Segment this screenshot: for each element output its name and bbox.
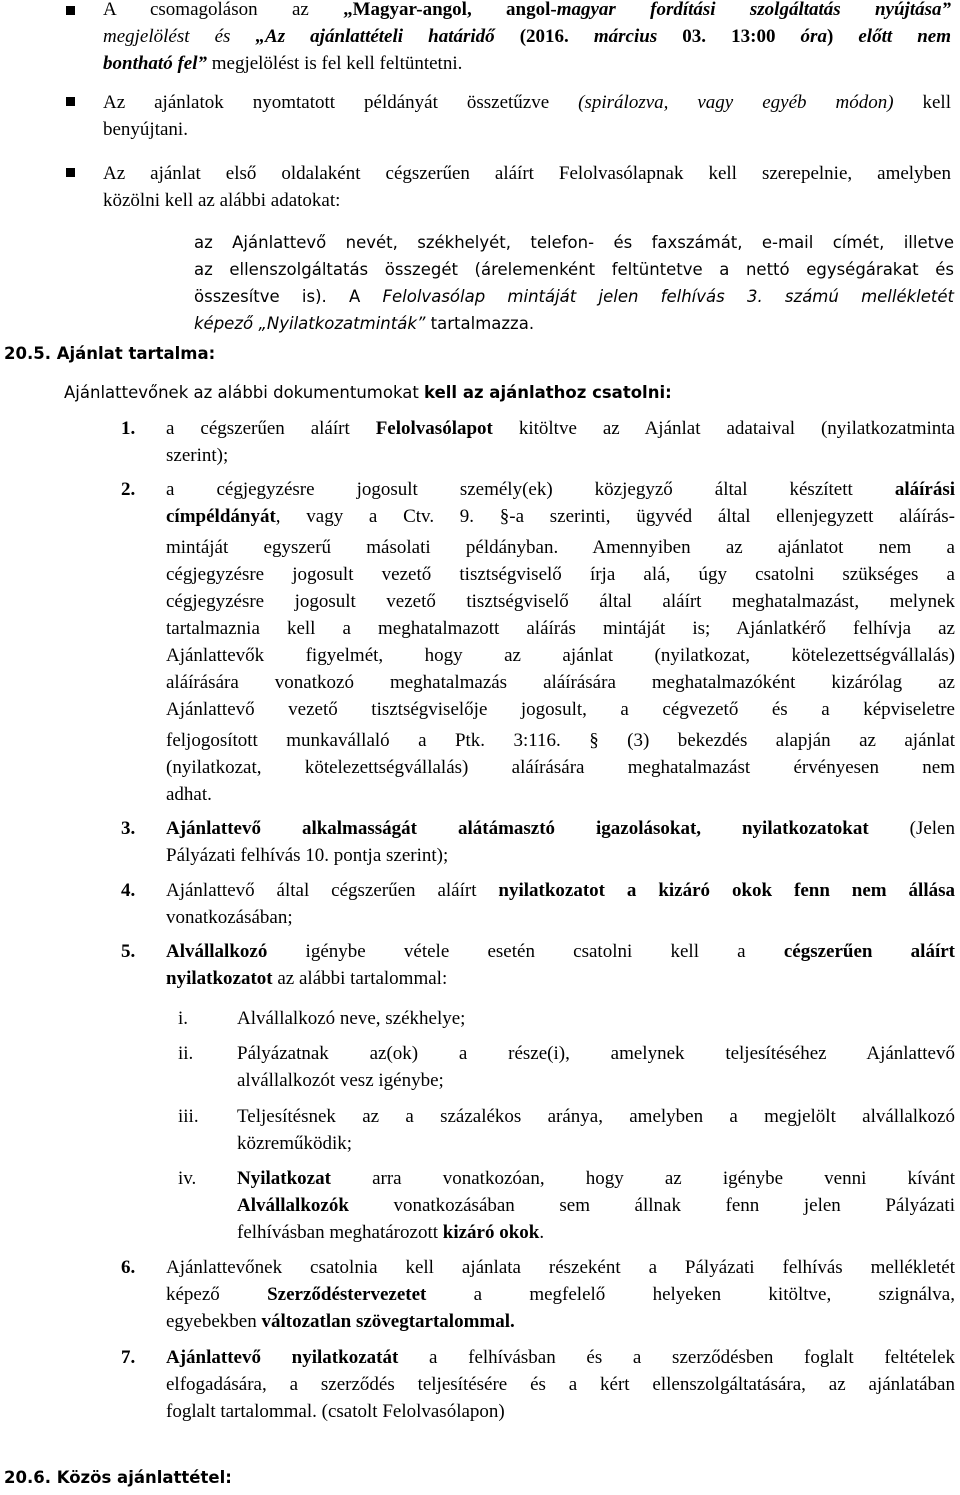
text-run: Ajánlattevőnek az alábbi dokumentumokat <box>64 383 425 402</box>
text-run: Szerződéstervezetet <box>267 1284 427 1305</box>
item-number: 1. <box>121 418 136 439</box>
text-run: megjelölést és <box>103 26 256 47</box>
item-number: 3. <box>121 818 136 839</box>
sub-item-2-line-1: Pályázatnak az(ok) a része(i), amelynek teljesítéséhez Ajánlattevő <box>237 1043 955 1064</box>
text-run: kitöltve az Ajánlat adataival (nyilatkozatminta <box>492 418 955 439</box>
item-2-line-3: mintáját egyszerű másolati példányban. Amennyiben az ajánlatot nem a <box>166 537 955 558</box>
section-heading-20-5: 20.5. Ajánlat tartalma: <box>4 344 216 363</box>
text-run: változatlan szövegtartalommal. <box>261 1311 515 1332</box>
text-run: megjelölést is fel kell feltüntetni. <box>206 53 463 74</box>
text-run: kell az ajánlathoz csatolni: <box>424 383 672 402</box>
text-run: (2016. <box>494 26 594 47</box>
text-run: cégszerűen aláírt <box>783 941 956 962</box>
item-2-line-8: aláírására vonatkozó meghatalmazás aláírására meghatalmazóként kizárólag az <box>166 672 955 693</box>
sub-item-3-line-2: közreműködik; <box>237 1133 353 1154</box>
sub-item-4-line-3 <box>237 1220 955 1247</box>
text-run: igénybe vétele esetén csatolni kell a <box>267 941 784 962</box>
text-run: Felolvasólapot <box>375 418 493 439</box>
bullet-2-line-2 <box>103 117 951 144</box>
item-2-line-4: cégjegyzésre jogosult vezető tisztségviselő írja alá, úgy csatolni szükséges a <box>166 564 955 585</box>
item-1-line-2: szerint); <box>166 445 229 466</box>
text-run: , vagy a Ctv. 9. §-a szerinti, ügyvéd által ellenjegyzett aláírás- <box>275 506 955 527</box>
text-run: Nyilatkozat <box>237 1168 331 1189</box>
text-run: „Az ajánlattételi határidő <box>255 26 495 47</box>
item-number: 2. <box>121 479 136 500</box>
text-run: a megfelelő helyeken kitöltve, szignálva, <box>426 1284 955 1305</box>
indented-line-3: összesítve is). A Felolvasólap mintáját jelen felhívás 3. számú mellékletét <box>194 287 954 306</box>
item-number: 6. <box>121 1257 136 1278</box>
item-number: 4. <box>121 880 136 901</box>
text-run: Ajánlattevő által cégszerűen aláírt <box>166 880 499 901</box>
item-number: 7. <box>121 1347 136 1368</box>
text-run: a cégjegyzésre jogosult személy(ek) közjegyző által készített <box>166 479 895 500</box>
text-run: (spirálozva, vagy egyéb módon) <box>578 92 894 113</box>
item-2-line-10: feljogosított munkavállaló a Ptk. 3:116. § (3) bekezdés alapján az ajánlat <box>166 730 955 751</box>
item-7-line-2: elfogadására, a szerződés teljesítésére és a kért ellenszolgáltatására, az ajánlatában <box>166 1374 955 1395</box>
text-run: március <box>593 26 658 47</box>
item-4-line-2: vonatkozásában; <box>166 907 293 928</box>
sub-item-roman: iii. <box>178 1106 199 1127</box>
text-run: A csomagoláson az <box>103 0 344 20</box>
item-2-line-9: Ajánlattevő vezető tisztségviselője jogosult, a cégvezető és a képviseletre <box>166 699 955 720</box>
text-run: az alábbi tartalommal: <box>272 968 448 989</box>
text-run: ) <box>826 26 859 47</box>
text-run: vonatkozásában sem állnak fenn jelen Pályázati <box>348 1195 955 1216</box>
item-6-line-3 <box>166 1309 955 1336</box>
bullet-3-line-2 <box>103 188 951 215</box>
intro-line <box>64 380 944 407</box>
item-7-line-3: foglalt tartalommal. (csatolt Felolvasólapon) <box>166 1401 505 1422</box>
bullet-square-icon <box>66 97 75 106</box>
sub-item-roman: iv. <box>178 1168 197 1189</box>
item-2-line-5: cégjegyzésre jogosult vezető tisztségviselő által aláírt meghatalmazást, melynek <box>166 591 955 612</box>
text-run: Alvállalkozó <box>166 941 268 962</box>
text-run: előtt nem <box>858 26 951 47</box>
text-run: arra vonatkozóan, hogy az igénybe venni kívánt <box>330 1168 955 1189</box>
sub-item-roman: ii. <box>178 1043 194 1064</box>
text-run: címpéldányát <box>166 506 276 527</box>
indented-line-4: képező „Nyilatkozatminták” tartalmazza. <box>194 314 535 333</box>
item-2-line-11: (nyilatkozat, kötelezettségvállalás) aláírására meghatalmazást érvényesen nem <box>166 757 955 778</box>
item-2-line-12: adhat. <box>166 784 212 805</box>
text-run: Alvállalkozók <box>237 1195 349 1216</box>
text-run: nyilatkozatot <box>166 968 273 989</box>
text-run: . <box>539 1222 545 1243</box>
text-run: bontható fel” <box>103 53 207 74</box>
text-run: Az ajánlatok nyomtatott példányát összetűzve <box>103 92 579 113</box>
text-run: Az ajánlat első oldalaként cégszerűen aláírt Felolvasólapnak kell szerepelnie, amelyben <box>103 163 951 184</box>
item-2-line-7: Ajánlattevők figyelmét, hogy az ajánlat (nyilatkozat, kötelezettségvállalás) <box>166 645 955 666</box>
text-run: magyar fordítási szolgáltatás nyújtása” <box>556 0 952 20</box>
text-run: aláírási <box>894 479 955 500</box>
text-run: kell <box>893 92 951 113</box>
text-run: közölni kell az alábbi adatokat: <box>103 190 341 211</box>
item-2-line-6: tartalmaznia kell a meghatalmazott aláírás mintáját is; Ajánlatkérő felhívja az <box>166 618 955 639</box>
text-run: a felhívásban és a szerződésben foglalt feltételek <box>398 1347 956 1368</box>
section-heading-20-6: 20.6. Közös ajánlattétel: <box>4 1468 232 1487</box>
item-6-line-1: Ajánlattevőnek csatolnia kell ajánlata részeként a Pályázati felhívás mellékletét <box>166 1257 955 1278</box>
bullet-square-icon <box>66 168 75 177</box>
indented-line-2: az ellenszolgáltatás összegét (árelemenként feltüntetve a nettó egységárakat és <box>194 260 954 279</box>
bullet-1-line-3 <box>103 51 951 78</box>
sub-item-roman: i. <box>178 1008 189 1029</box>
text-run: a cégszerűen aláírt <box>166 418 376 439</box>
indented-line-1: az Ajánlattevő nevét, székhelyét, telefon- és faxszámát, e-mail címét, illetve <box>194 233 954 252</box>
text-run: egyebekben <box>166 1311 262 1332</box>
item-number: 5. <box>121 941 136 962</box>
item-5-line-2 <box>166 966 955 993</box>
text-run: óra <box>800 26 827 47</box>
text-run: Ajánlattevő nyilatkozatát <box>166 1347 399 1368</box>
sub-item-2-line-2: alvállalkozót vesz igénybe; <box>237 1070 444 1091</box>
text-run: nyilatkozatot a kizáró okok fenn nem állása <box>498 880 955 901</box>
text-run: felhívásban meghatározott <box>237 1222 443 1243</box>
text-run: kizáró okok <box>442 1222 540 1243</box>
bullet-square-icon <box>66 6 75 15</box>
text-run: benyújtani. <box>103 119 188 140</box>
sub-item-1-line-1: Alvállalkozó neve, székhelye; <box>237 1008 466 1029</box>
text-run: „Magyar-angol, angol- <box>343 0 557 20</box>
sub-item-3-line-1: Teljesítésnek az a százalékos aránya, amelyben a megjelölt alvállalkozó <box>237 1106 955 1127</box>
text-run: Ajánlattevő alkalmasságát alátámasztó igazolásokat, nyilatkozatokat <box>166 818 869 839</box>
text-run: képező <box>166 1284 268 1305</box>
text-run: 03. 13:00 <box>657 26 801 47</box>
text-run: (Jelen <box>868 818 955 839</box>
item-3-line-2: Pályázati felhívás 10. pontja szerint); <box>166 845 449 866</box>
